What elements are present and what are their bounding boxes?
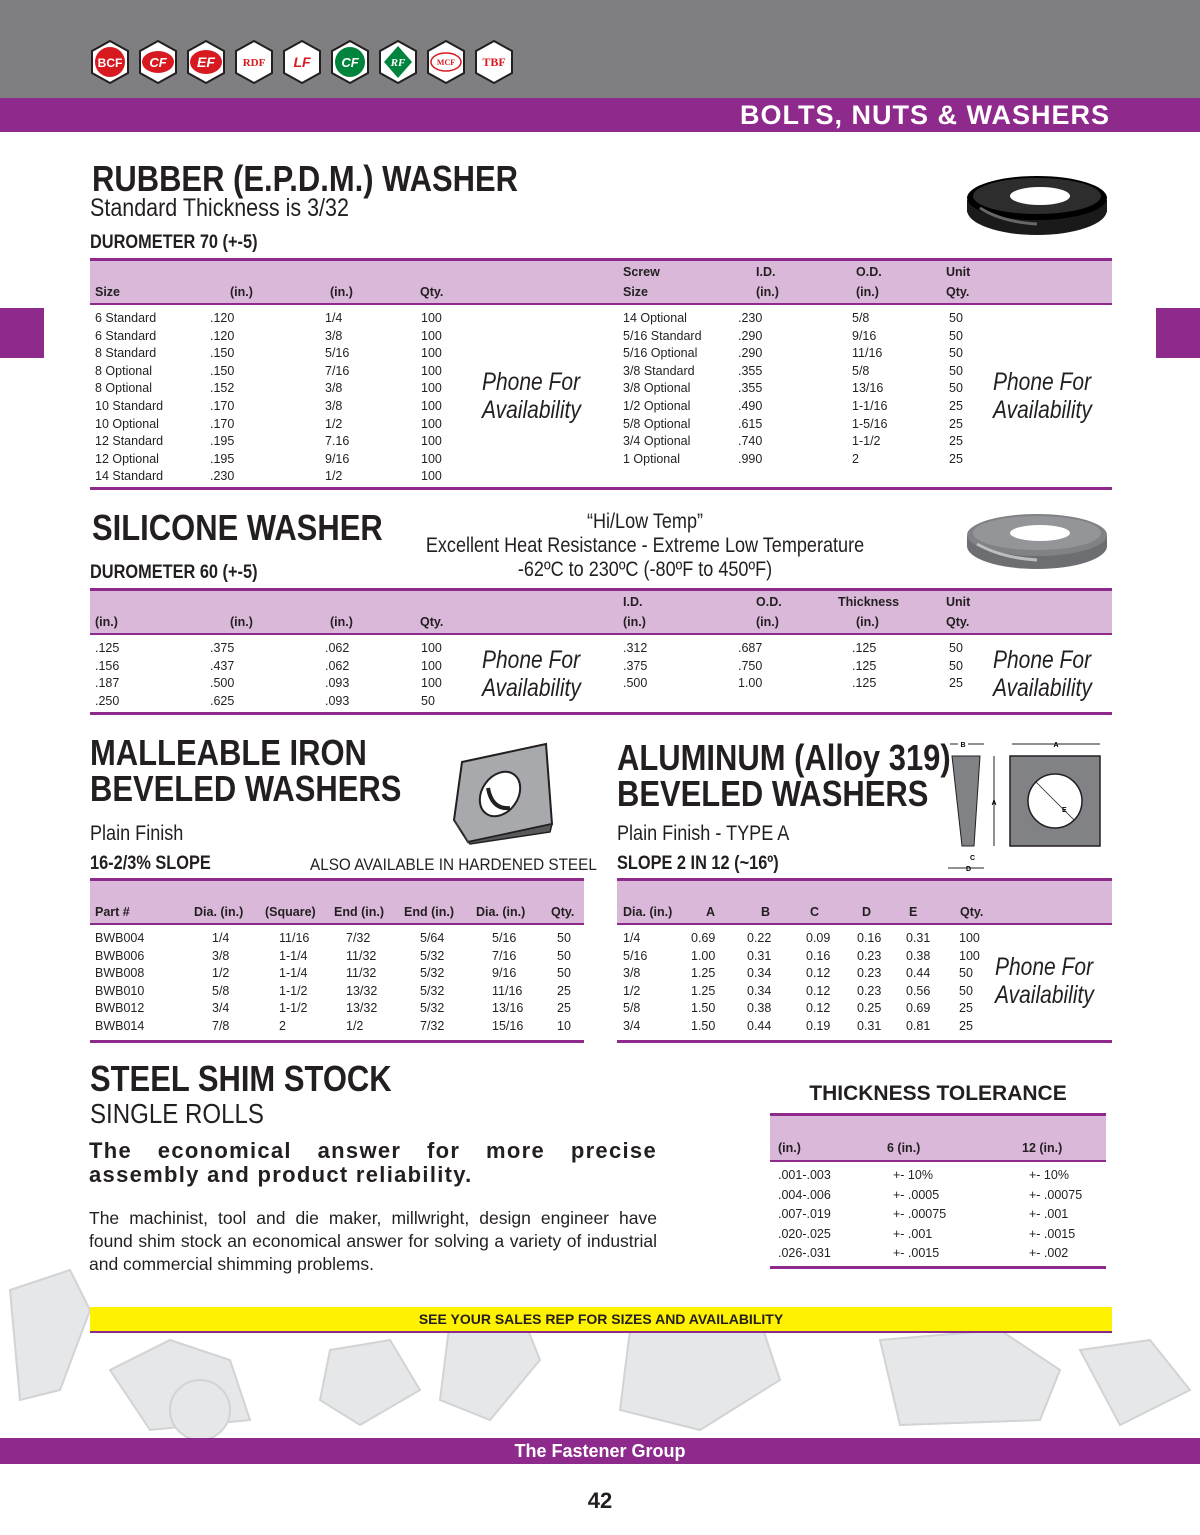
side-tab-left bbox=[0, 308, 44, 358]
rubber-durometer: DUROMETER 70 (+-5) bbox=[90, 232, 258, 253]
rubber-rhead-size: Size bbox=[623, 285, 649, 299]
shim-body: The machinist, tool and die maker, millwright, design engineer have found shim stock an economical answer for solving a variety of industrial and commercial shimming problems. bbox=[89, 1208, 657, 1274]
malleable-head-dia2: Dia. (in.) bbox=[476, 905, 526, 919]
page-number: 42 bbox=[587, 1488, 613, 1513]
malleable-head-square: (Square) bbox=[265, 905, 316, 919]
brand-logo-tbf-text: TBF bbox=[482, 55, 506, 69]
silicone-phone-right-line2: Availability bbox=[993, 674, 1092, 702]
tolerance-head-six: 6 (in.) bbox=[887, 1141, 921, 1155]
aluminum-col-b: 0.22 0.31 0.34 0.34 0.38 0.44 bbox=[747, 931, 772, 1033]
tolerance-head-range: (in.) bbox=[778, 1141, 801, 1155]
silicone-col-od: .375 .437 .500 .625 bbox=[210, 641, 235, 708]
rubber-washer-image bbox=[962, 172, 1112, 238]
rubber-rhead-id: (in.) bbox=[756, 285, 779, 299]
malleable-rule-bottom bbox=[90, 1040, 584, 1043]
category-title: BOLTS, NUTS & WASHERS bbox=[739, 100, 1110, 130]
rubber-phone-left bbox=[482, 368, 581, 424]
rubber-lhead-qty: Qty. bbox=[420, 285, 444, 299]
brand-logo-lf bbox=[280, 40, 324, 84]
rubber-phone-left-line1: Phone For bbox=[482, 368, 581, 396]
brand-logo-tbf bbox=[472, 40, 516, 84]
silicone-phone-right bbox=[993, 646, 1092, 702]
silicone-washer-image bbox=[962, 510, 1112, 572]
silicone-note-3: -62ºC to 230ºC (-80ºF to 450ºF) bbox=[517, 558, 773, 581]
rubber-rule-head bbox=[90, 303, 1112, 305]
aluminum-col-d: 0.16 0.23 0.23 0.23 0.25 0.31 bbox=[857, 931, 882, 1033]
aluminum-col-a: 0.69 1.00 1.25 1.25 1.50 1.50 bbox=[691, 931, 716, 1033]
rubber-phone-left-line2: Availability bbox=[482, 396, 581, 424]
rubber-head-unit: Unit bbox=[946, 265, 971, 279]
brand-logo-lf-text: LF bbox=[293, 54, 311, 70]
brand-logo-cf-red bbox=[136, 40, 180, 84]
aluminum-col-qty: 100 100 50 50 25 25 bbox=[959, 931, 980, 1033]
tolerance-rule-head bbox=[770, 1160, 1106, 1162]
diagram-label-c: C bbox=[970, 855, 976, 862]
tools-background-image bbox=[0, 1250, 1200, 1440]
malleable-title-line1: MALLEABLE IRON bbox=[90, 732, 367, 773]
malleable-col-qty: 50 50 50 25 25 10 bbox=[557, 931, 571, 1033]
malleable-finish: Plain Finish bbox=[90, 822, 184, 845]
malleable-head-end2: End (in.) bbox=[404, 905, 454, 919]
rubber-col-rod: 5/8 9/16 11/16 5/8 13/16 1-1/16 1-5/16 1-1/2 2 bbox=[852, 311, 888, 466]
brand-logo-ef bbox=[184, 40, 228, 84]
aluminum-title-line1: ALUMINUM (Alloy 319) bbox=[617, 737, 951, 778]
rubber-head-id: I.D. bbox=[756, 265, 776, 279]
rubber-rhead-od: (in.) bbox=[856, 285, 879, 299]
aluminum-head-d: D bbox=[862, 905, 872, 919]
malleable-head-qty: Qty. bbox=[551, 905, 575, 919]
shim-title: STEEL SHIM STOCK bbox=[90, 1058, 392, 1099]
diagram-label-e: E bbox=[1062, 807, 1067, 814]
silicone-rhead-od: (in.) bbox=[756, 615, 779, 629]
sales-rep-notice: SEE YOUR SALES REP FOR SIZES AND AVAILABILITY bbox=[90, 1307, 1112, 1333]
malleable-col-part: BWB004 BWB006 BWB008 BWB010 BWB012 BWB014 bbox=[95, 931, 145, 1033]
brand-logo-ef-text: EF bbox=[197, 54, 215, 70]
rubber-col-rqty: 50 50 50 50 50 25 25 25 25 bbox=[949, 311, 963, 466]
aluminum-finish: Plain Finish - TYPE A bbox=[617, 822, 790, 845]
silicone-col-qty: 100 100 100 50 bbox=[421, 641, 442, 708]
silicone-col-rid: .312 .375 .500 bbox=[623, 641, 648, 691]
brand-logo-cf2-text: CF bbox=[341, 55, 359, 70]
aluminum-phone-line1: Phone For bbox=[995, 953, 1094, 981]
silicone-head-unit: Unit bbox=[946, 595, 971, 609]
rubber-rhead-qty: Qty. bbox=[946, 285, 970, 299]
brand-logo-rf-text: RF bbox=[390, 57, 406, 69]
malleable-washer-image bbox=[448, 740, 558, 845]
silicone-title: SILICONE WASHER bbox=[92, 507, 383, 548]
rubber-col-id: .120 .120 .150 .150 .152 .170 .170 .195 .195 .230 bbox=[210, 311, 235, 484]
silicone-head-id: I.D. bbox=[623, 595, 643, 609]
aluminum-dimension-diagram bbox=[944, 738, 1114, 874]
aluminum-phone-line2: Availability bbox=[995, 981, 1094, 1009]
tolerance-col-twelve: +- 10% +- .00075 +- .001 +- .0015 +- .002 bbox=[1029, 1168, 1083, 1261]
rubber-col-rsize: 14 Optional 5/16 Standard 5/16 Optional 3/8 Standard 3/8 Optional 1/2 Optional 5/8 Optional 3/4 Optional 1 Optional bbox=[623, 311, 702, 466]
malleable-col-square: 11/16 1-1/4 1-1/4 1-1/2 1-1/2 2 bbox=[279, 931, 310, 1033]
rubber-head-od: O.D. bbox=[856, 265, 882, 279]
silicone-rhead-qty: Qty. bbox=[946, 615, 970, 629]
rubber-col-rid: .230 .290 .290 .355 .355 .490 .615 .740 .990 bbox=[738, 311, 763, 466]
malleable-head-dia: Dia. (in.) bbox=[194, 905, 244, 919]
silicone-phone-left-line2: Availability bbox=[482, 674, 581, 702]
brand-logo-rdf-text: RDF bbox=[242, 57, 266, 69]
aluminum-col-e: 0.31 0.38 0.44 0.56 0.69 0.81 bbox=[906, 931, 931, 1033]
brand-logo-bcf bbox=[88, 40, 132, 84]
rubber-phone-right bbox=[993, 368, 1092, 424]
brand-logo-cf-text: CF bbox=[149, 55, 167, 70]
tolerance-col-range: .001-.003 .004-.006 .007-.019 .020-.025 .026-.031 bbox=[778, 1168, 831, 1261]
silicone-rule-bottom bbox=[90, 712, 1112, 715]
diagram-label-b: B bbox=[960, 742, 966, 749]
malleable-head-part: Part # bbox=[95, 905, 130, 919]
brand-logo-cf-green bbox=[328, 40, 372, 84]
aluminum-head-b: B bbox=[761, 905, 771, 919]
rubber-lhead-id: (in.) bbox=[230, 285, 253, 299]
tolerance-col-six: +- 10% +- .0005 +- .00075 +- .001 +- .0015 bbox=[893, 1168, 947, 1261]
aluminum-phone bbox=[995, 953, 1094, 1009]
silicone-lhead-qty: Qty. bbox=[420, 615, 444, 629]
malleable-col-end2: 5/64 5/32 5/32 5/32 5/32 7/32 bbox=[420, 931, 445, 1033]
malleable-title bbox=[90, 732, 402, 809]
silicone-col-id: .125 .156 .187 .250 bbox=[95, 641, 120, 708]
diagram-label-d: D bbox=[966, 866, 972, 873]
malleable-title-line2: BEVELED WASHERS bbox=[90, 768, 402, 809]
rubber-col-size: 6 Standard 6 Standard 8 Standard 8 Optional 8 Optional 10 Standard 10 Optional 12 Standard 12 Optional 14 Standard bbox=[95, 311, 164, 484]
side-tab-right bbox=[1156, 308, 1200, 358]
silicone-rule-head bbox=[90, 633, 1112, 635]
rubber-head-screw: Screw bbox=[623, 265, 660, 279]
silicone-phone-left-line1: Phone For bbox=[482, 646, 581, 674]
aluminum-rule-head bbox=[617, 923, 1112, 925]
aluminum-col-c: 0.09 0.16 0.12 0.12 0.12 0.19 bbox=[806, 931, 831, 1033]
aluminum-slope: SLOPE 2 IN 12 (~16º) bbox=[617, 853, 779, 874]
malleable-col-end1: 7/32 11/32 11/32 13/32 13/32 1/2 bbox=[346, 931, 378, 1033]
silicone-lhead-th: (in.) bbox=[330, 615, 353, 629]
malleable-rule-head bbox=[90, 923, 584, 925]
silicone-note-1: “Hi/Low Temp” bbox=[586, 510, 704, 533]
malleable-col-dia: 1/4 3/8 1/2 5/8 3/4 7/8 bbox=[212, 931, 230, 1033]
aluminum-head-qty: Qty. bbox=[960, 905, 984, 919]
silicone-rhead-th: (in.) bbox=[856, 615, 879, 629]
silicone-rhead-id: (in.) bbox=[623, 615, 646, 629]
malleable-head-end1: End (in.) bbox=[334, 905, 384, 919]
silicone-col-rqty: 50 50 25 bbox=[949, 641, 963, 691]
shim-subtitle: SINGLE ROLLS bbox=[90, 1098, 264, 1129]
malleable-slope: 16-2/3% SLOPE bbox=[90, 853, 211, 874]
brand-logo-mcf-text: MCF bbox=[436, 58, 456, 67]
tolerance-head-twelve: 12 (in.) bbox=[1022, 1141, 1063, 1155]
diagram-label-a-side: A bbox=[991, 800, 997, 807]
brand-logo-mcf bbox=[424, 40, 468, 84]
silicone-notes bbox=[380, 510, 910, 582]
malleable-also: ALSO AVAILABLE IN HARDENED STEEL bbox=[310, 855, 597, 874]
silicone-col-th: .062 .062 .093 .093 bbox=[325, 641, 350, 708]
rubber-title: RUBBER (E.P.D.M.) WASHER bbox=[92, 158, 519, 199]
rubber-subtitle: Standard Thickness is 3/32 bbox=[90, 194, 349, 222]
footer-band: The Fastener Group bbox=[0, 1438, 1200, 1464]
diagram-label-a-top: A bbox=[1053, 742, 1059, 749]
shim-tagline: The economical answer for more precise assembly and product reliability. bbox=[89, 1138, 657, 1187]
silicone-note-2: Excellent Heat Resistance - Extreme Low Temperature bbox=[425, 534, 865, 557]
rubber-col-qty: 100 100 100 100 100 100 100 100 100 100 bbox=[421, 311, 442, 484]
aluminum-rule-bottom bbox=[617, 1040, 1112, 1043]
rubber-col-od: 1/4 3/8 5/16 7/16 3/8 3/8 1/2 7.16 9/16 1/2 bbox=[325, 311, 350, 484]
aluminum-title bbox=[617, 737, 951, 814]
aluminum-head-a: A bbox=[706, 905, 716, 919]
aluminum-head-c: C bbox=[810, 905, 820, 919]
silicone-lhead-id: (in.) bbox=[95, 615, 118, 629]
brand-logo-rdf bbox=[232, 40, 276, 84]
silicone-durometer: DUROMETER 60 (+-5) bbox=[90, 562, 258, 583]
aluminum-col-dia: 1/4 5/16 3/8 1/2 5/8 3/4 bbox=[623, 931, 648, 1033]
aluminum-head-dia: Dia. (in.) bbox=[623, 905, 673, 919]
rubber-phone-right-line2: Availability bbox=[993, 396, 1092, 424]
silicone-head-thickness: Thickness bbox=[838, 595, 900, 609]
silicone-lhead-od: (in.) bbox=[230, 615, 253, 629]
rubber-rule-bottom bbox=[90, 487, 1112, 490]
rubber-lhead-size: Size bbox=[95, 285, 121, 299]
aluminum-head-e: E bbox=[909, 905, 918, 919]
malleable-col-dia2: 5/16 7/16 9/16 11/16 13/16 15/16 bbox=[492, 931, 524, 1033]
silicone-head-od: O.D. bbox=[756, 595, 782, 609]
brand-logos bbox=[88, 40, 516, 84]
silicone-phone-right-line1: Phone For bbox=[993, 646, 1092, 674]
rubber-lhead-od: (in.) bbox=[330, 285, 353, 299]
brand-logo-bcf-text: BCF bbox=[97, 56, 123, 70]
silicone-col-rth: .125 .125 .125 bbox=[852, 641, 877, 691]
silicone-col-rod: .687 .750 1.00 bbox=[738, 641, 763, 691]
brand-logo-rf bbox=[376, 40, 420, 84]
aluminum-title-line2: BEVELED WASHERS bbox=[617, 773, 929, 814]
rubber-phone-right-line1: Phone For bbox=[993, 368, 1092, 396]
tolerance-title: THICKNESS TOLERANCE bbox=[809, 1082, 1067, 1105]
silicone-phone-left bbox=[482, 646, 581, 702]
